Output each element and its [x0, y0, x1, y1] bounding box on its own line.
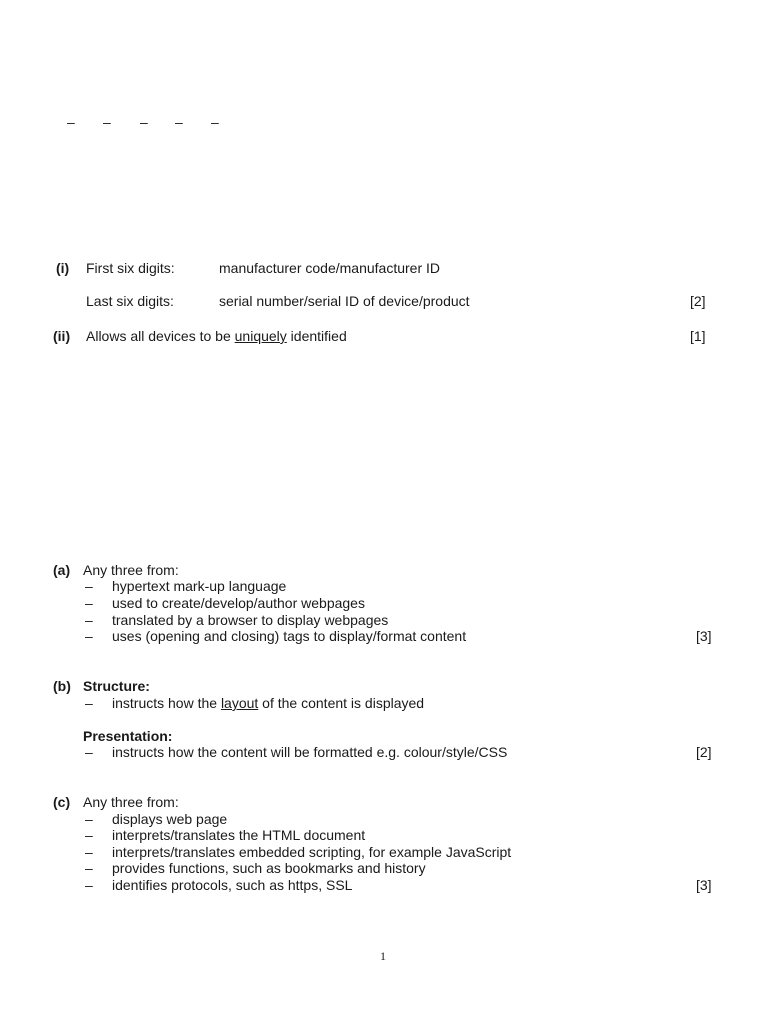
bullet-dash: –: [85, 612, 93, 628]
bullet-dash: –: [85, 844, 93, 860]
list-item: interprets/translates embedded scripting, for example JavaScript: [112, 844, 512, 860]
list-item: provides functions, such as bookmarks and history: [112, 860, 426, 876]
list-item: hypertext mark-up language: [112, 578, 287, 594]
bullet-dash: –: [85, 628, 93, 644]
bullet-dash: –: [85, 877, 93, 893]
row-label: Last six digits:: [86, 293, 174, 309]
mark-allocation: [1]: [690, 328, 706, 344]
bullet-dash: –: [85, 578, 93, 594]
top-dash: –: [175, 114, 183, 130]
mark-allocation: [3]: [696, 877, 712, 893]
top-dash: –: [103, 114, 111, 130]
page-number: 1: [380, 949, 386, 963]
section-heading: Structure:: [83, 678, 150, 694]
bullet-dash: –: [85, 744, 93, 760]
row-label: First six digits:: [86, 260, 175, 276]
part-label: (i): [56, 260, 70, 276]
section-heading: Presentation:: [83, 728, 173, 744]
part-label: (b): [53, 678, 71, 694]
bullet-dash: –: [85, 595, 93, 611]
list-item: instructs how the content will be formatted e.g. colour/style/CSS: [112, 744, 508, 760]
list-item: translated by a browser to display webpages: [112, 612, 389, 628]
top-dash: –: [140, 114, 148, 130]
bullet-dash: –: [85, 860, 93, 876]
row-value: serial number/serial ID of device/product: [219, 293, 470, 309]
underlined-word: uniquely: [234, 328, 287, 344]
part-label: (ii): [53, 328, 71, 344]
list-item: instructs how the layout of the content is displayed: [112, 695, 425, 711]
mark-allocation: [2]: [696, 744, 712, 760]
row-value: manufacturer code/manufacturer ID: [219, 260, 440, 276]
bullet-dash: –: [85, 827, 93, 843]
intro-text: Any three from:: [83, 562, 179, 578]
list-item: identifies protocols, such as https, SSL: [112, 877, 353, 893]
list-item: uses (opening and closing) tags to display/format content: [112, 628, 467, 644]
part-label: (c): [53, 794, 71, 810]
mark-allocation: [3]: [696, 628, 712, 644]
intro-text: Any three from:: [83, 794, 179, 810]
underlined-word: layout: [220, 695, 259, 711]
bullet-dash: –: [85, 811, 93, 827]
answer-text: Allows all devices to be uniquely identified: [86, 328, 347, 344]
part-label: (a): [53, 562, 71, 578]
bullet-dash: –: [85, 695, 93, 711]
list-item: displays web page: [112, 811, 228, 827]
mark-allocation: [2]: [690, 293, 706, 309]
list-item: interprets/translates the HTML document: [112, 827, 366, 843]
list-item: used to create/develop/author webpages: [112, 595, 365, 611]
top-dash: –: [67, 114, 75, 130]
top-dash: –: [211, 114, 219, 130]
